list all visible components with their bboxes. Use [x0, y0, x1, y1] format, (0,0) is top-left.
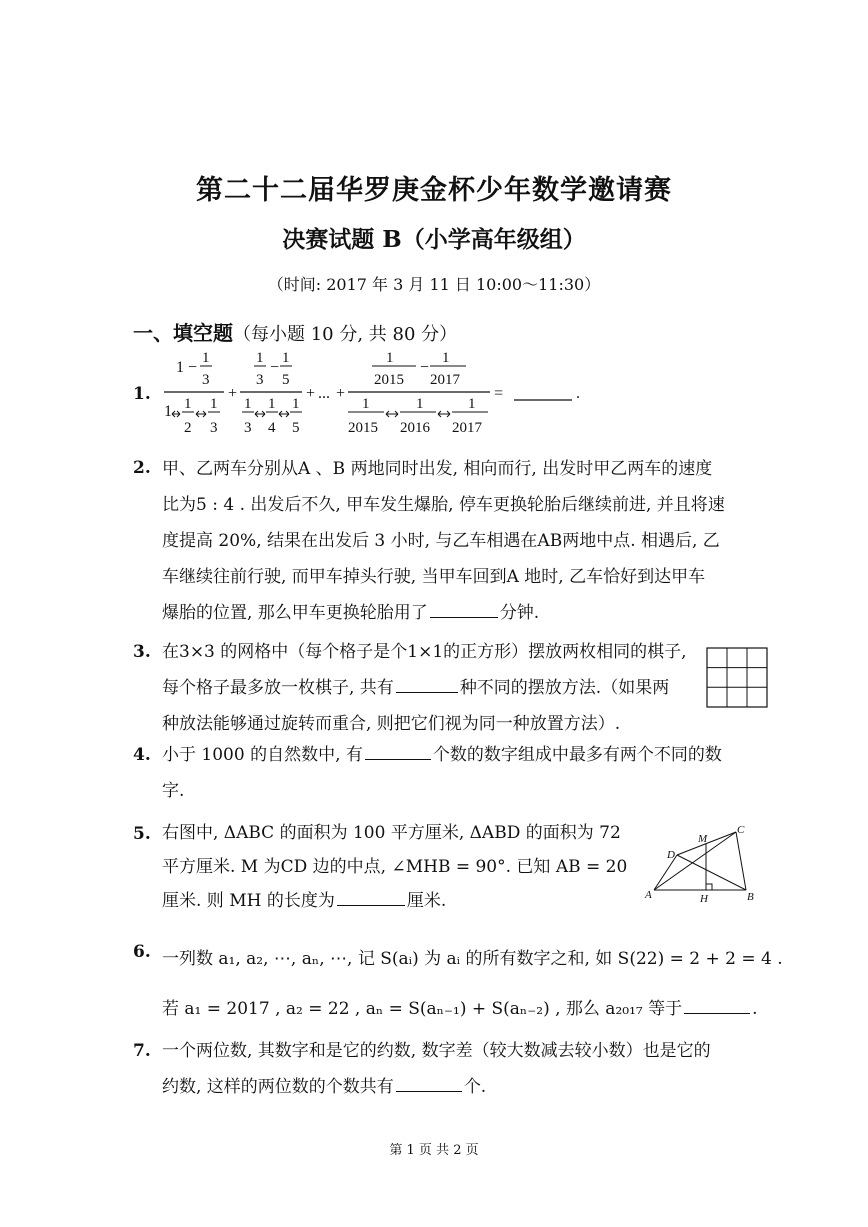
q7-answer-blank: [396, 1090, 462, 1092]
q6-answer-blank: [684, 1012, 750, 1014]
exam-time: （时间: 2017 年 3 月 11 日 10:00～11:30）: [267, 275, 601, 294]
t1-top-c: 3: [202, 372, 210, 388]
page-title: 第二十二届华罗庚金杯少年数学邀请赛: [196, 175, 672, 206]
q2-answer-blank: [430, 616, 498, 618]
question-6-text: [162, 934, 783, 1034]
label-D: D: [667, 849, 675, 861]
t2-bot-ad: 3: [244, 420, 252, 436]
section-heading: [133, 317, 457, 346]
question-3-text: [162, 634, 687, 742]
question-6-number: 6.: [133, 942, 151, 962]
q3-line-3: 种放法能够通过旋转而重合, 则把它们视为同一种放置方法）.: [162, 714, 621, 734]
t3-bot-a: 1: [362, 396, 370, 412]
q7-line-2: 约数, 这样的两位数的个数共有 个.: [162, 1077, 487, 1097]
t3-top-ad: 2015: [374, 372, 404, 388]
q1-equals: =: [494, 385, 504, 402]
q5-line-1: 右图中, ΔABC 的面积为 100 平方厘米, ΔABD 的面积为 72: [162, 823, 621, 843]
t2-top-ad: 3: [256, 372, 264, 388]
t2-top-a: 1: [256, 350, 264, 366]
t1-arrow-2: [196, 411, 206, 417]
q4-line-1: 小于 1000 的自然数中, 有 个数的数字组成中最多有两个不同的数: [162, 745, 722, 765]
t1-top-minus: −: [188, 359, 198, 376]
q2-line-5: 爆胎的位置, 那么甲车更换轮胎用了 分钟.: [162, 603, 540, 623]
t3-top-a: 1: [386, 350, 394, 366]
t1-bot-c: 2: [184, 420, 192, 436]
q4-line-2: 字.: [162, 781, 185, 801]
question-2-number: 2.: [133, 458, 151, 478]
t3-bot-ad: 2015: [348, 420, 378, 436]
t2-bot-cd: 5: [292, 420, 300, 436]
label-B: B: [747, 891, 754, 903]
q1-plus-3: +: [336, 385, 346, 402]
question-2-text: [162, 451, 725, 631]
q1-period: .: [576, 385, 580, 402]
question-7-text: [162, 1033, 711, 1105]
question-5-number: 5.: [133, 824, 151, 844]
t1-top-b: 1: [202, 350, 210, 366]
t2-top-minus: −: [270, 359, 280, 376]
q3-line-2: 每个格子最多放一枚棋子, 共有 种不同的摆放方法.（如果两: [162, 678, 670, 698]
t1-top-a: 1: [176, 359, 184, 376]
t1-arrow-1: [172, 411, 180, 417]
t3-bot-c: 1: [468, 396, 476, 412]
question-1-formula: [160, 350, 600, 442]
q1-plus-2: +: [306, 385, 316, 402]
question-3-number: 3.: [133, 642, 151, 662]
t2-bot-bd: 4: [268, 420, 276, 436]
t3-top-minus: −: [420, 359, 430, 376]
question-4-number: 4.: [133, 745, 151, 765]
q2-line-2: 比为5 : 4 . 出发后不久, 甲车发生爆胎, 停车更换轮胎后继续前进, 并且将速: [162, 495, 725, 515]
q3-line-1: 在3×3 的网格中（每个格子是个1×1的正方形）摆放两枚相同的棋子,: [162, 642, 687, 662]
q5-line-3: 厘米. 则 MH 的长度为 厘米.: [162, 891, 447, 911]
t2-bot-b: 1: [268, 396, 276, 412]
q5-triangle-figure: [644, 822, 756, 906]
q6-line-2: 若 a₁ = 2017 , a₂ = 22 , aₙ = S(aₙ₋₁) + S(aₙ₋₂) , 那么 a₂₀₁₇ 等于 .: [162, 999, 758, 1019]
question-4-text: [162, 737, 722, 809]
q1-ellipsis: ...: [318, 385, 330, 402]
t3-bot-cd: 2017: [452, 420, 482, 436]
label-A: A: [645, 889, 652, 901]
question-7-number: 7.: [133, 1041, 151, 1061]
t3-bot-bd: 2016: [400, 420, 430, 436]
label-C: C: [737, 824, 745, 836]
q5-answer-blank: [337, 904, 405, 906]
section-note: （每小题 10 分, 共 80 分）: [233, 324, 458, 345]
t1-bot-d: 1: [210, 396, 218, 412]
t3-top-bd: 2017: [430, 372, 460, 388]
grid-3x3-figure: [706, 647, 768, 708]
question-5-text: [162, 816, 627, 918]
q1-plus-1: +: [228, 385, 238, 402]
q3-answer-blank: [396, 691, 458, 693]
q2-line-4: 车继续往前行驶, 而甲车掉头行驶, 当甲车回到A 地时, 乙车恰好到达甲车: [162, 567, 706, 587]
t3-top-b: 1: [442, 350, 450, 366]
q7-line-1: 一个两位数, 其数字和是它的约数, 数字差（较大数减去较小数）也是它的: [162, 1041, 711, 1061]
t2-bot-a: 1: [244, 396, 252, 412]
t1-bot-e: 3: [210, 420, 218, 436]
q5-line-2: 平方厘米. M 为CD 边的中点, ∠MHB = 90°. 已知 AB = 20: [162, 857, 628, 877]
page-footer: 第 1 页 共 2 页: [389, 1143, 479, 1158]
t3-bot-b: 1: [416, 396, 424, 412]
q4-answer-blank: [365, 758, 431, 760]
q2-line-1: 甲、乙两车分别从A 、B 两地同时出发, 相向而行, 出发时甲乙两车的速度: [162, 459, 713, 479]
t2-top-bd: 5: [282, 372, 290, 388]
section-title: 一、填空题: [133, 321, 233, 345]
page-subtitle: 决赛试题 B（小学高年级组）: [282, 226, 586, 253]
q2-line-3: 度提高 20%, 结果在出发后 3 小时, 与乙车相遇在AB两地中点. 相遇后, 乙: [162, 531, 720, 551]
t2-top-b: 1: [282, 350, 290, 366]
q6-line-1: 一列数 a₁, a₂, ⋯, aₙ, ⋯, 记 S(aᵢ) 为 aᵢ 的所有数字之和, 如 S(22) = 2 + 2 = 4 .: [162, 949, 783, 969]
t1-bot-a: 1: [164, 403, 172, 420]
label-H: H: [700, 893, 708, 905]
label-M: M: [698, 833, 708, 845]
t2-bot-c: 1: [292, 396, 300, 412]
question-1-number: 1.: [133, 384, 151, 404]
t1-bot-b: 1: [184, 396, 192, 412]
